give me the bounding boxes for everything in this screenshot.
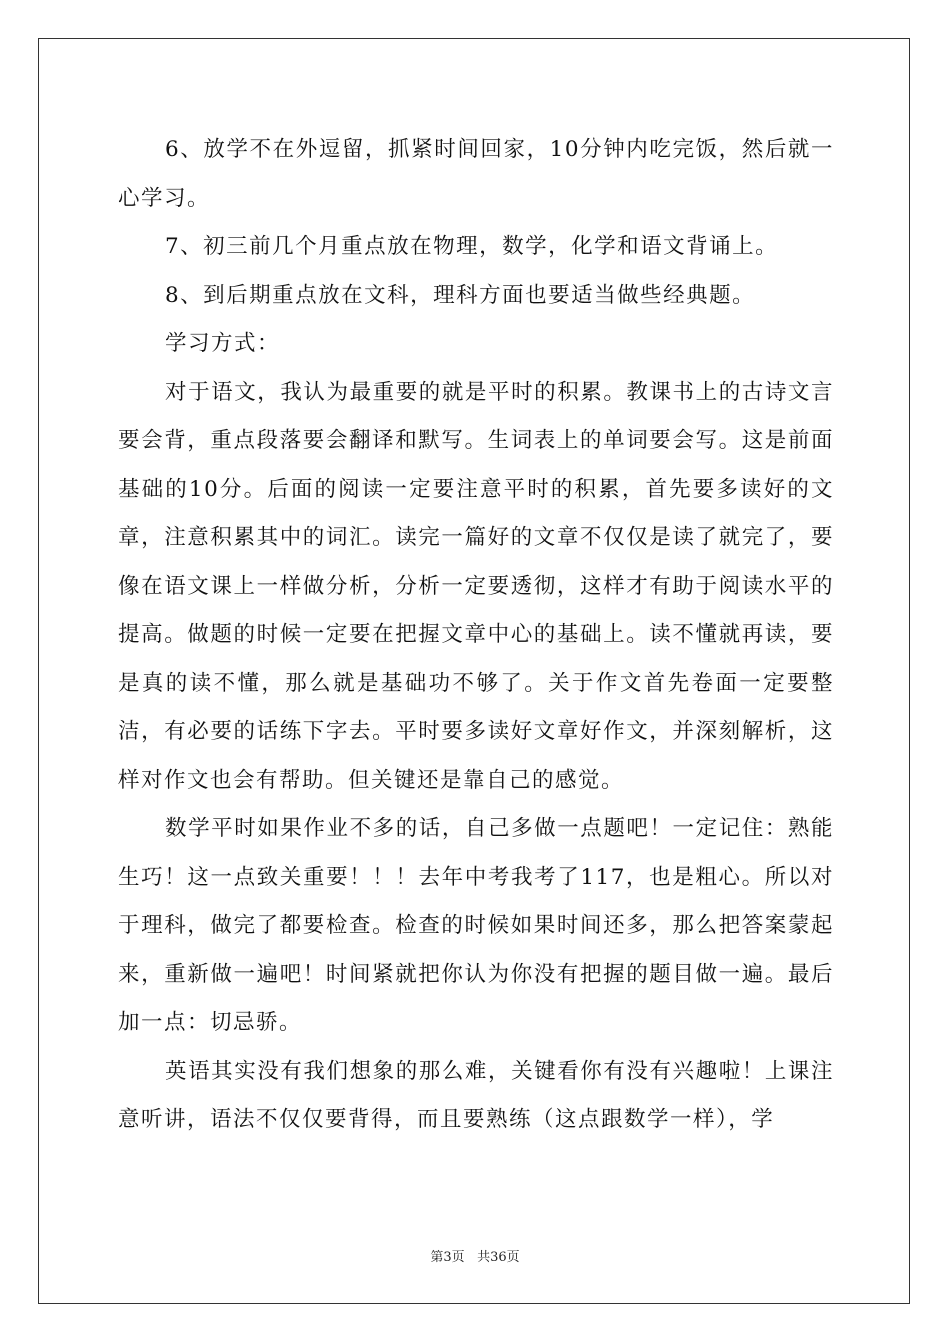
page-number: 第3页 bbox=[430, 1250, 465, 1265]
paragraph-english: 英语其实没有我们想象的那么难，关键看你有没有兴趣啦！上课注意听讲，语法不仅仅要背得，而且要熟练（这点跟数学一样），学 bbox=[118, 1058, 834, 1132]
paragraph-item-6: 6、放学不在外逗留，抓紧时间回家，10分钟内吃完饭，然后就一心学习。 bbox=[118, 137, 834, 211]
page-footer bbox=[0, 1246, 950, 1265]
page-total: 共36页 bbox=[477, 1250, 520, 1265]
paragraph-item-8: 8、到后期重点放在文科，理科方面也要适当做些经典题。 bbox=[165, 282, 756, 308]
paragraph-math: 数学平时如果作业不多的话，自己多做一点题吧！一定记住：熟能生巧！这一点致关重要！！！去年中考我考了117，也是粗心。所以对于理科，做完了都要检查。检查的时候如果时间还多，那么把答案蒙起来，重新做一遍吧！时间紧就把你认为你没有把握的题目做一遍。最后加一点：切忌骄。 bbox=[118, 816, 834, 1035]
paragraph-item-7: 7、初三前几个月重点放在物理，数学，化学和语文背诵上。 bbox=[165, 234, 779, 259]
document-body bbox=[118, 126, 834, 1145]
section-heading-study-method: 学习方式： bbox=[165, 331, 281, 356]
paragraph-chinese: 对于语文，我认为最重要的就是平时的积累。教课书上的古诗文言要会背，重点段落要会翻译和默写。生词表上的单词要会写。这是前面基础的10分。后面的阅读一定要注意平时的积累，首先要多读好的文章，注意积累其中的词汇。读完一篇好的文章不仅仅是读了就完了，要像在语文课上一样做分析，分析一定要透彻，这样才有助于阅读水平的提高。做题的时候一定要在把握文章中心的基础上。读不懂就再读，要是真的读不懂，那么就是基础功不够了。关于作文首先卷面一定要整洁，有必要的话练下字去。平时要多读好文章好作文，并深刻解析，这样对作文也会有帮助。但关键还是靠自己的感觉。 bbox=[118, 379, 834, 793]
